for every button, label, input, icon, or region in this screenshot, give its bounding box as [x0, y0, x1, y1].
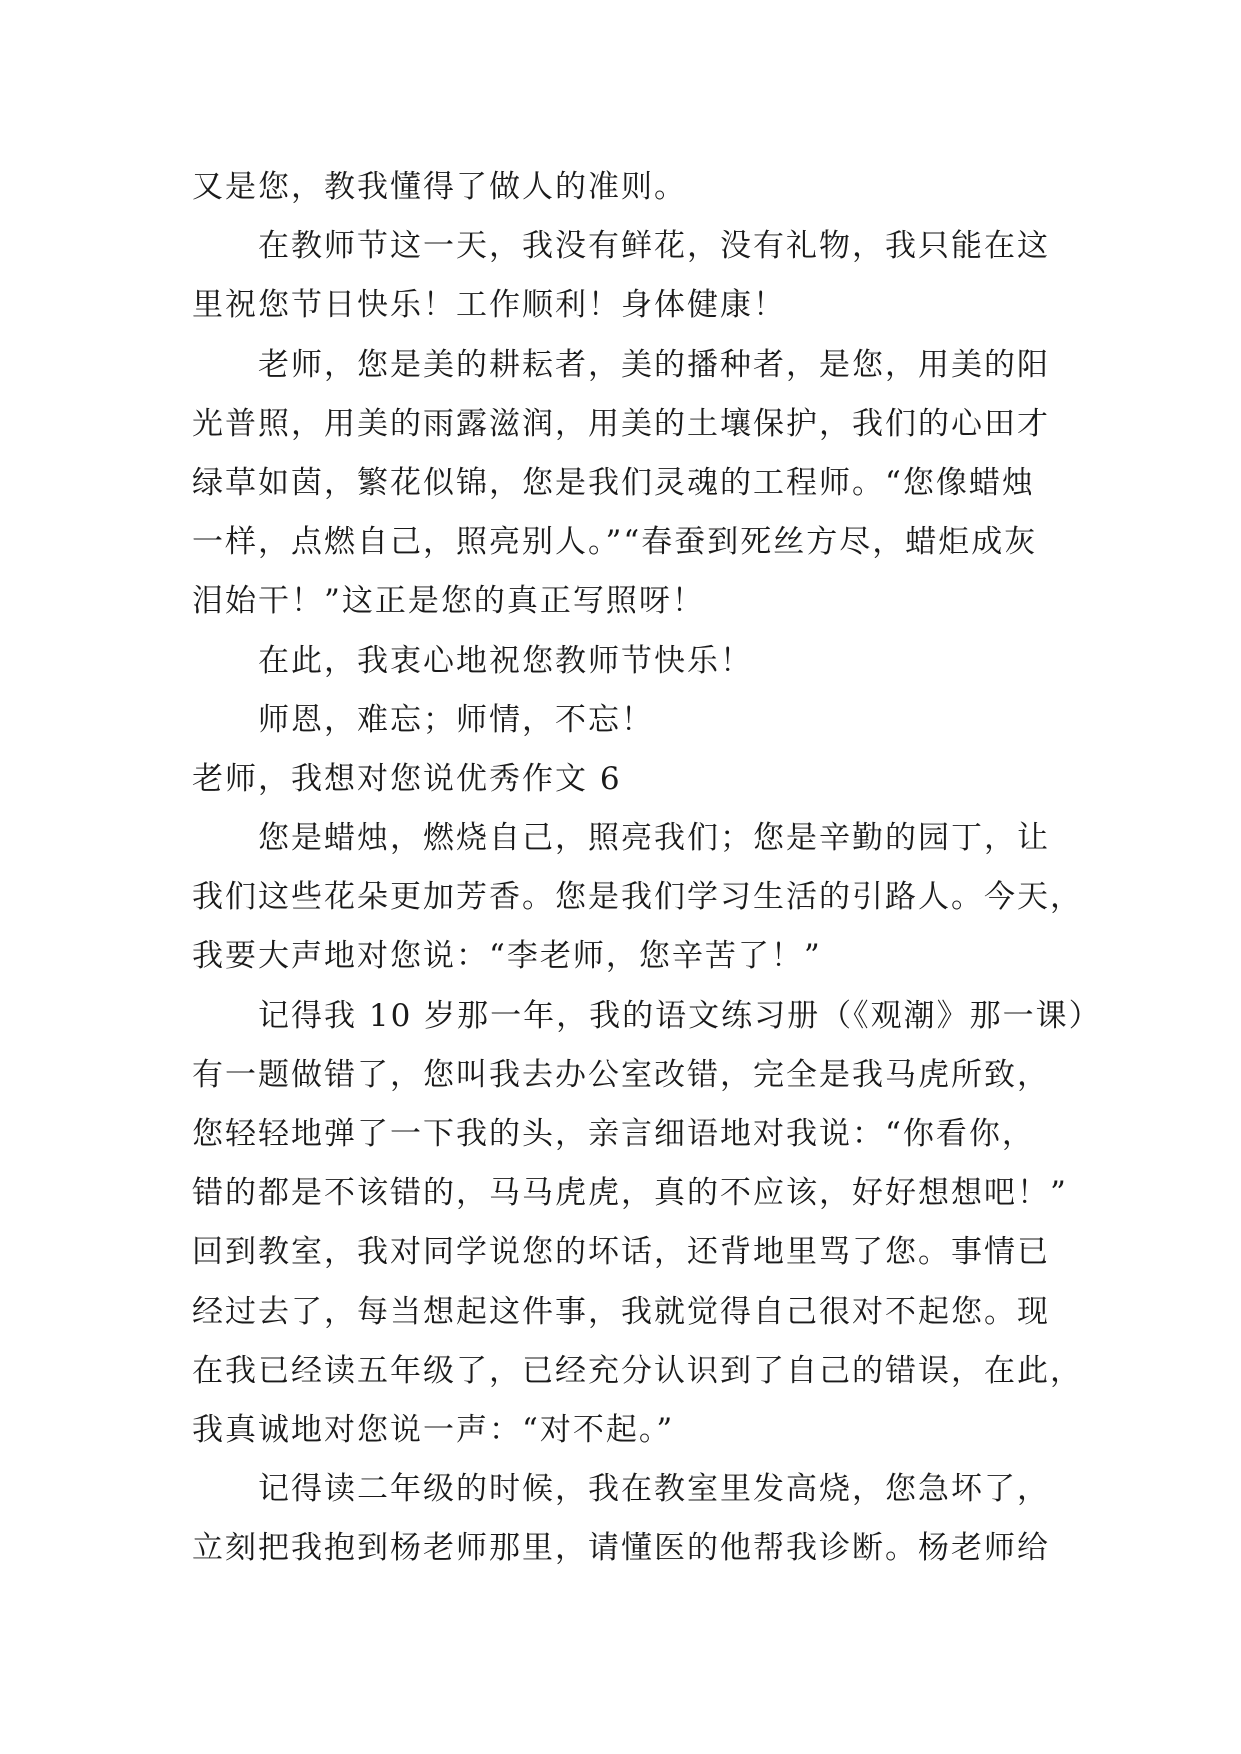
text-line: 又是您，教我懂得了做人的准则。 [192, 169, 687, 205]
text-line: 经过去了，每当想起这件事，我就觉得自己很对不起您。现 [192, 1293, 1050, 1330]
text-line: 泪始干！”这正是您的真正写照呀！ [192, 583, 705, 620]
text-line: 老师，我想对您说优秀作文 6 [192, 760, 622, 797]
text-line: 您是蜡烛，燃烧自己，照亮我们；您是辛勤的园丁，让 [258, 820, 1050, 857]
document-body [192, 158, 1102, 1579]
text-line: 我真诚地对您说一声：“对不起。” [192, 1411, 675, 1448]
text-line: 绿草如茵，繁花似锦，您是我们灵魂的工程师。“您像蜡烛 [192, 464, 1035, 501]
text-line: 光普照，用美的雨露滋润，用美的土壤保护，我们的心田才 [192, 405, 1050, 442]
text-line: 立刻把我抱到杨老师那里，请懂医的他帮我诊断。杨老师给 [192, 1530, 1050, 1567]
text-line: 师恩，难忘；师情，不忘！ [258, 701, 654, 738]
text-line: 老师，您是美的耕耘者，美的播种者，是您，用美的阳 [258, 346, 1050, 383]
text-line: 在我已经读五年级了，已经充分认识到了自己的错误，在此， [192, 1352, 1083, 1389]
text-line: 里祝您节日快乐！工作顺利！身体健康！ [192, 287, 786, 324]
text-line: 一样，点燃自己，照亮别人。”“春蚕到死丝方尽，蜡炬成灰 [192, 524, 1038, 561]
text-line: 记得我 10 岁那一年，我的语文练习册（《观潮》那一课） [258, 997, 1102, 1034]
text-line: 有一题做错了，您叫我去办公室改错，完全是我马虎所致， [192, 1056, 1050, 1093]
text-line: 您轻轻地弹了一下我的头，亲言细语地对我说：“你看你， [192, 1116, 1035, 1152]
text-line: 错的都是不该错的，马马虎虎，真的不应该，好好想想吧！” [192, 1175, 1068, 1212]
text-line: 我们这些花朵更加芳香。您是我们学习生活的引路人。今天， [192, 879, 1083, 916]
text-line: 回到教室，我对同学说您的坏话，还背地里骂了您。事情已 [192, 1234, 1050, 1271]
text-line: 在此，我衷心地祝您教师节快乐！ [258, 642, 753, 679]
text-line: 在教师节这一天，我没有鲜花，没有礼物，我只能在这 [258, 228, 1050, 265]
text-line: 记得读二年级的时候，我在教室里发高烧，您急坏了， [258, 1471, 1050, 1508]
text-line: 我要大声地对您说：“李老师，您辛苦了！” [192, 938, 822, 975]
